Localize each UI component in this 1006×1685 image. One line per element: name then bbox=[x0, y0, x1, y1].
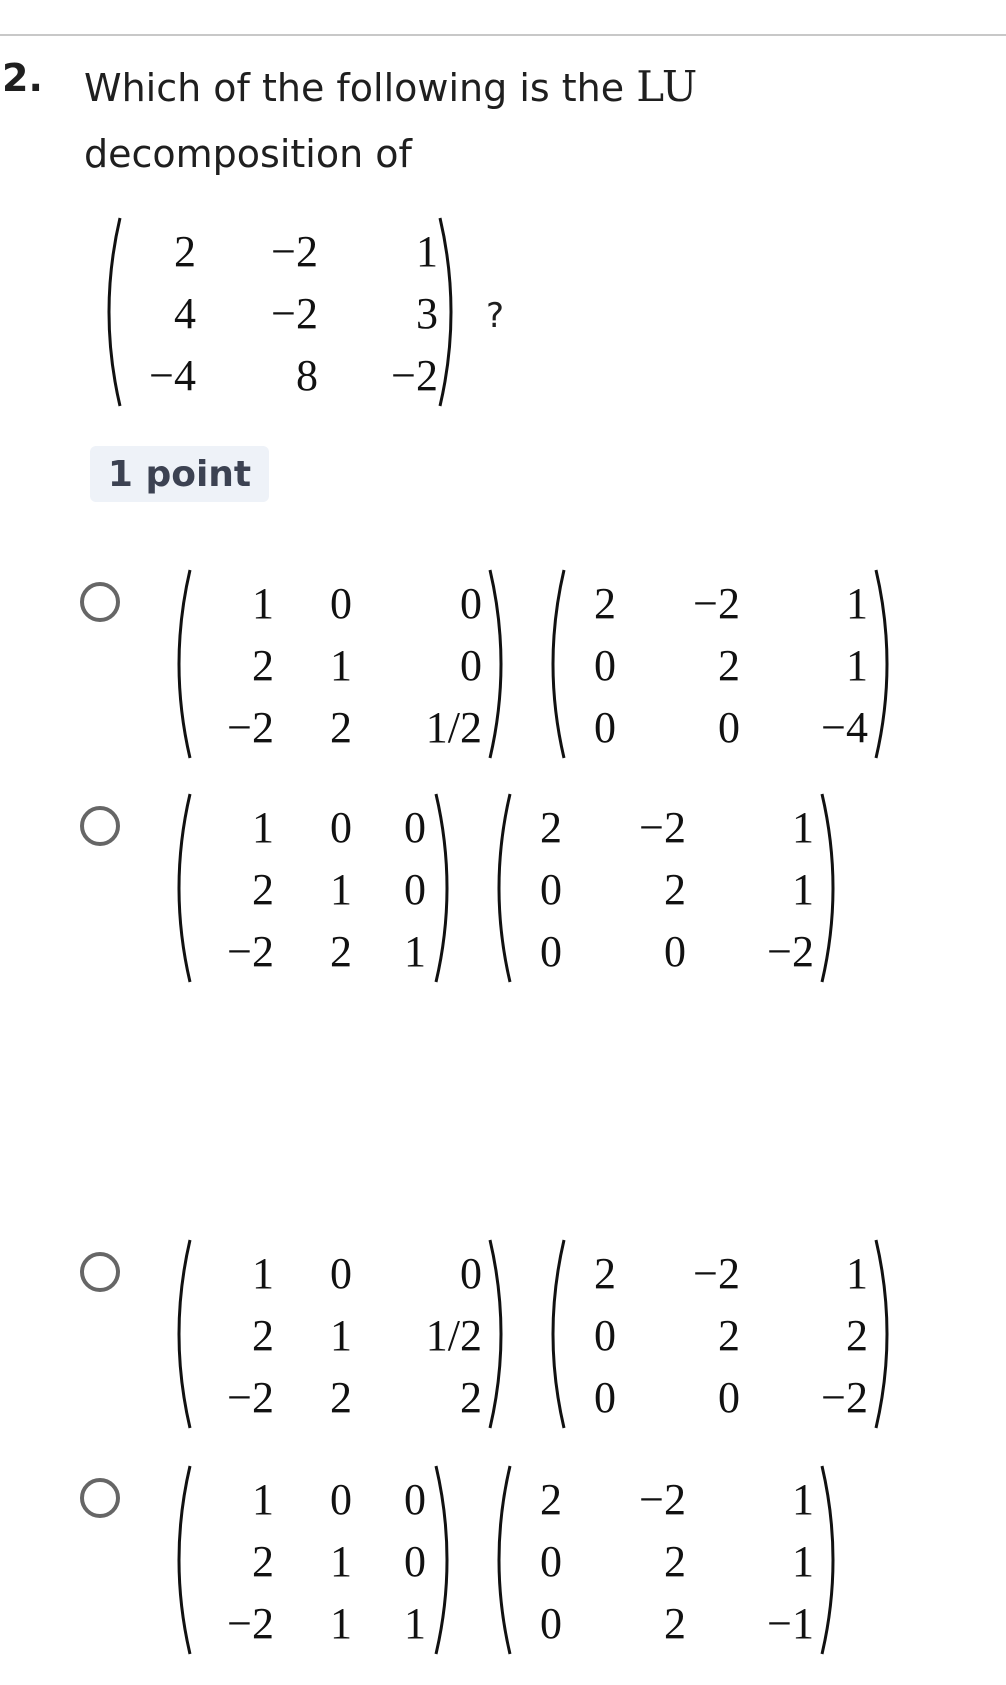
left-parenthesis bbox=[166, 792, 192, 989]
matrix-entry: 2 bbox=[664, 1537, 686, 1586]
matrix-entry: 1 bbox=[330, 1311, 352, 1360]
right-parenthesis bbox=[488, 1238, 514, 1435]
matrix-entry: 2 bbox=[594, 579, 616, 628]
matrix-entry: 2 bbox=[252, 1311, 274, 1360]
right-parenthesis bbox=[434, 1464, 460, 1661]
matrix-entry: 0 bbox=[594, 1373, 616, 1422]
matrix-entry: 0 bbox=[594, 703, 616, 752]
matrix-entry: 2 bbox=[846, 1311, 868, 1360]
matrix-entry: 2 bbox=[594, 1249, 616, 1298]
matrix-entry: 0 bbox=[404, 803, 426, 852]
matrix-entry: −2 bbox=[227, 703, 274, 752]
matrix-entry: −2 bbox=[227, 1599, 274, 1648]
matrix-entry: 0 bbox=[460, 1249, 482, 1298]
matrix-entry: 1 bbox=[792, 1475, 814, 1524]
matrix-entry: −2 bbox=[821, 1373, 868, 1422]
matrix-entry: 2 bbox=[460, 1373, 482, 1422]
right-parenthesis bbox=[438, 216, 464, 413]
radio-button[interactable] bbox=[80, 806, 120, 846]
matrix-entry: 0 bbox=[330, 579, 352, 628]
matrix-entry: 0 bbox=[594, 1311, 616, 1360]
matrix-entry: 2 bbox=[664, 1599, 686, 1648]
question-prompt-continued: decomposition of bbox=[84, 132, 412, 176]
matrix-entry: 0 bbox=[664, 927, 686, 976]
matrix-entry: 0 bbox=[718, 1373, 740, 1422]
lu-symbol: LU bbox=[636, 62, 698, 111]
answer-option-1[interactable] bbox=[70, 568, 950, 778]
upper-triangular-matrix bbox=[486, 1464, 846, 1656]
left-parenthesis bbox=[540, 568, 566, 765]
matrix-entry: 2 bbox=[174, 227, 196, 276]
matrix-entry: 8 bbox=[296, 351, 318, 400]
matrix-entry: 1 bbox=[330, 1599, 352, 1648]
matrix-entry: 2 bbox=[330, 1373, 352, 1422]
matrix-entry: 1 bbox=[416, 227, 438, 276]
matrix-entry: 2 bbox=[718, 1311, 740, 1360]
matrix-entry: −2 bbox=[639, 803, 686, 852]
matrix-entry: 2 bbox=[330, 927, 352, 976]
matrix-entry: 0 bbox=[404, 1537, 426, 1586]
radio-button[interactable] bbox=[80, 582, 120, 622]
lower-triangular-matrix bbox=[166, 792, 460, 984]
matrix-entry: 2 bbox=[330, 703, 352, 752]
matrix-entry: −2 bbox=[693, 579, 740, 628]
matrix-entry: 2 bbox=[252, 641, 274, 690]
matrix-entry: 1 bbox=[404, 927, 426, 976]
answer-option-4[interactable] bbox=[70, 1464, 950, 1674]
matrix-entry: −1 bbox=[767, 1599, 814, 1648]
top-divider bbox=[0, 34, 1006, 36]
left-parenthesis bbox=[96, 216, 122, 413]
left-parenthesis bbox=[166, 568, 192, 765]
matrix-entry: −2 bbox=[227, 927, 274, 976]
answer-option-3[interactable] bbox=[70, 1238, 950, 1448]
radio-button[interactable] bbox=[80, 1252, 120, 1292]
matrix-entry: 1 bbox=[252, 579, 274, 628]
matrix-entry: 0 bbox=[330, 803, 352, 852]
question-mark: ? bbox=[486, 296, 505, 336]
left-parenthesis bbox=[166, 1464, 192, 1661]
matrix-entry: 1 bbox=[404, 1599, 426, 1648]
matrix-entry: 2 bbox=[664, 865, 686, 914]
matrix-entry: 1 bbox=[792, 803, 814, 852]
question-text bbox=[84, 54, 704, 187]
matrix-entry: −2 bbox=[693, 1249, 740, 1298]
matrix-entry: 1 bbox=[846, 641, 868, 690]
question-prompt: Which of the following is the bbox=[84, 66, 625, 110]
matrix-entry: 2 bbox=[252, 865, 274, 914]
matrix-entry: 2 bbox=[540, 1475, 562, 1524]
matrix-entry: −2 bbox=[271, 227, 318, 276]
matrix-entry: 4 bbox=[174, 289, 196, 338]
matrix-entry: 1/2 bbox=[425, 1311, 482, 1360]
question-number: 2. bbox=[2, 56, 43, 100]
right-parenthesis bbox=[488, 568, 514, 765]
left-parenthesis bbox=[486, 1464, 512, 1661]
right-parenthesis bbox=[820, 792, 846, 989]
matrix-entry: 1 bbox=[330, 1537, 352, 1586]
matrix-entry: 2 bbox=[540, 803, 562, 852]
right-parenthesis bbox=[820, 1464, 846, 1661]
matrix-entry: 0 bbox=[594, 641, 616, 690]
points-badge: 1 point bbox=[90, 446, 269, 502]
matrix-entry: 1 bbox=[252, 803, 274, 852]
answer-option-2[interactable] bbox=[70, 792, 950, 1002]
upper-triangular-matrix bbox=[486, 792, 846, 984]
matrix-entry: −2 bbox=[639, 1475, 686, 1524]
left-parenthesis bbox=[166, 1238, 192, 1435]
matrix-entry: −2 bbox=[227, 1373, 274, 1422]
matrix-entry: −2 bbox=[391, 351, 438, 400]
right-parenthesis bbox=[874, 1238, 900, 1435]
matrix-entry: 1 bbox=[330, 865, 352, 914]
lower-triangular-matrix bbox=[166, 1464, 460, 1656]
matrix-entry: 0 bbox=[330, 1475, 352, 1524]
matrix-entry: 0 bbox=[460, 641, 482, 690]
matrix-entry: 1 bbox=[330, 641, 352, 690]
question-matrix bbox=[96, 216, 464, 408]
right-parenthesis bbox=[434, 792, 460, 989]
matrix-entry: 1 bbox=[792, 1537, 814, 1586]
matrix-entry: −4 bbox=[149, 351, 196, 400]
matrix-entry: −2 bbox=[767, 927, 814, 976]
matrix-entry: 2 bbox=[718, 641, 740, 690]
upper-triangular-matrix bbox=[540, 1238, 900, 1430]
matrix-entry: 1 bbox=[792, 865, 814, 914]
matrix-entry: 1 bbox=[846, 1249, 868, 1298]
lower-triangular-matrix bbox=[166, 568, 514, 760]
matrix-entry: 0 bbox=[404, 865, 426, 914]
matrix-entry: 0 bbox=[540, 927, 562, 976]
matrix-entry: 0 bbox=[330, 1249, 352, 1298]
matrix-entry: 0 bbox=[540, 1537, 562, 1586]
matrix-entry: 2 bbox=[252, 1537, 274, 1586]
matrix-entry: 1 bbox=[846, 579, 868, 628]
matrix-entry: 0 bbox=[718, 703, 740, 752]
right-parenthesis bbox=[874, 568, 900, 765]
matrix-entry: 0 bbox=[460, 579, 482, 628]
upper-triangular-matrix bbox=[540, 568, 900, 760]
matrix-entry: −2 bbox=[271, 289, 318, 338]
lower-triangular-matrix bbox=[166, 1238, 514, 1430]
radio-button[interactable] bbox=[80, 1478, 120, 1518]
matrix-entry: 1/2 bbox=[425, 703, 482, 752]
matrix-entry: 3 bbox=[416, 289, 438, 338]
left-parenthesis bbox=[540, 1238, 566, 1435]
matrix-entry: 1 bbox=[252, 1249, 274, 1298]
matrix-entry: 1 bbox=[252, 1475, 274, 1524]
matrix-entry: 0 bbox=[540, 1599, 562, 1648]
matrix-entry: 0 bbox=[540, 865, 562, 914]
matrix-entry: 0 bbox=[404, 1475, 426, 1524]
left-parenthesis bbox=[486, 792, 512, 989]
matrix-entry: −4 bbox=[821, 703, 868, 752]
